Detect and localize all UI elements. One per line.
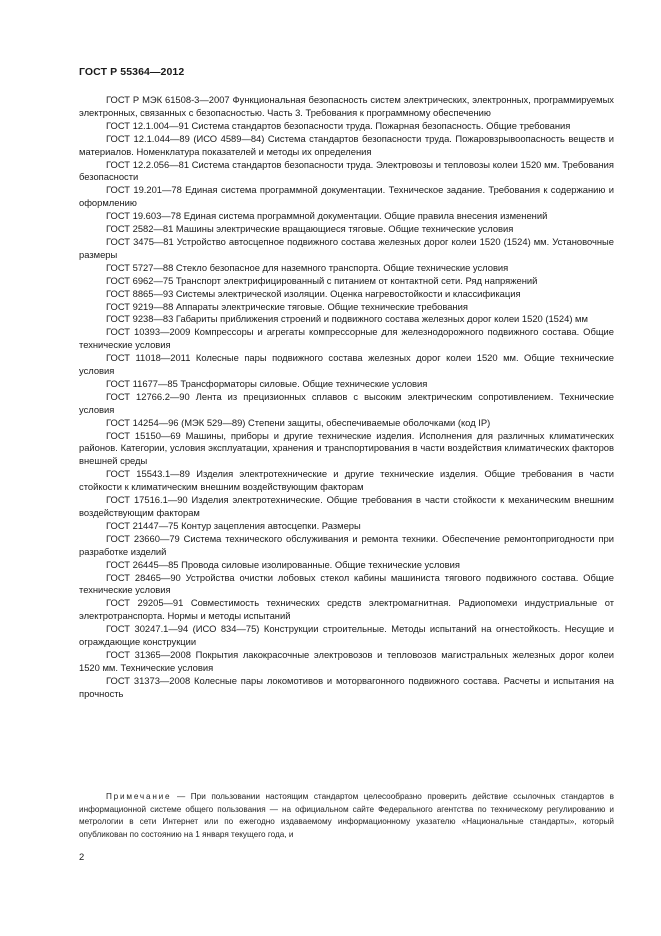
reference-item: ГОСТ 14254—96 (МЭК 529—89) Степени защиты, обеспечиваемые оболочками (код IP) <box>106 416 491 428</box>
reference-item: ГОСТ 17516.1—90 Изделия электротехнические. Общие требования в части стойкости к механическим внешним воздействующим факторам <box>79 494 614 518</box>
reference-item: ГОСТ 2582—81 Машины электрические вращающиеся тяговые. Общие технические условия <box>106 223 514 235</box>
footnote-note <box>79 791 614 841</box>
note-lead: Примечание <box>106 792 172 801</box>
reference-item: ГОСТ 23660—79 Система технического обслуживания и ремонта техники. Обеспечение ремонтопригодности при разработке изделий <box>79 532 614 557</box>
reference-item: ГОСТ 11677—85 Трансформаторы силовые. Общие технические условия <box>106 377 428 389</box>
reference-item: ГОСТ 15543.1—89 Изделия электротехнические и другие технические изделия. Общие требования в части стойкости к климатическим внешним воздействующим факторам <box>79 468 614 493</box>
reference-item: ГОСТ 12.1.044—89 (ИСО 4589—84) Система стандартов безопасности труда. Пожаровзрывоопасность веществ и материалов. Номенклатура показателей и методы их определения <box>79 132 614 157</box>
document-header: ГОСТ Р 55364—2012 <box>79 66 185 78</box>
reference-item: ГОСТ 29205—91 Совместимость технических средств электромагнитная. Радиопомехи индустриальные от электротранспорта. Нормы и методы испытаний <box>79 597 614 622</box>
reference-item: ГОСТ 6962—75 Транспорт электрифицированный с питанием от контактной сети. Ряд напряжений <box>106 274 538 286</box>
reference-item: ГОСТ Р МЭК 61508-3—2007 Функциональная безопасность систем электрических, электронных, программируемых электронных, связанных с безопасностью. Часть 3. Требования к программному обеспечению <box>79 94 614 118</box>
reference-item: ГОСТ 5727—88 Стекло безопасное для наземного транспорта. Общие технические условия <box>106 261 509 273</box>
reference-item: ГОСТ 26445—85 Провода силовые изолированные. Общие технические условия <box>106 558 460 570</box>
reference-item: ГОСТ 12.2.056—81 Система стандартов безопасности труда. Электровозы и тепловозы колеи 1520 мм. Требования безопасности <box>79 158 614 183</box>
reference-item: ГОСТ 9238—83 Габариты приближения строений и подвижного состава железных дорог колеи 1520 (1524) мм <box>106 313 588 325</box>
reference-item: ГОСТ 15150—69 Машины, приборы и другие технические изделия. Исполнения для различных климатических районов. Категории, условия эксплуатации, хранения и транспортирования в части воздействия климатических факторов внешней среды <box>79 429 614 467</box>
reference-item: ГОСТ 19.201—78 Единая система программной документации. Техническое задание. Требования к содержанию и оформлению <box>79 184 614 209</box>
reference-item: ГОСТ 12.1.004—91 Система стандартов безопасности труда. Пожарная безопасность. Общие требования <box>106 119 571 131</box>
reference-item: ГОСТ 28465—90 Устройства очистки лобовых стекол кабины машиниста тягового подвижного состава. Общие технические условия <box>79 571 614 596</box>
reference-item: ГОСТ 3475—81 Устройство автосцепное подвижного состава железных дорог колеи 1520 (1524) мм. Установочные размеры <box>79 235 614 260</box>
note-text: — При пользовании настоящим стандартом целесообразно проверить действие ссылочных стандартов в информационной системе общего пользования — на официальном сайте Федерального агентства по техническому регулированию и метрологии в сети Интернет или по ежегодно издаваемому информационному указателю «Национальные стандарты», который опубликован по состоянию на 1 января текущего года, и <box>79 792 614 839</box>
reference-item: ГОСТ 12766.2—90 Лента из прецизионных сплавов с высоким электрическим сопротивлением. Технические условия <box>79 390 614 415</box>
reference-item: ГОСТ 30247.1—94 (ИСО 834—75) Конструкции строительные. Методы испытаний на огнестойкость. Несущие и ограждающие конструкции <box>79 623 614 648</box>
reference-item: ГОСТ 19.603—78 Единая система программной документации. Общие правила внесения изменений <box>106 210 548 222</box>
normative-references-list <box>79 94 614 701</box>
reference-item: ГОСТ 9219—88 Аппараты электрические тяговые. Общие технические требования <box>106 300 468 312</box>
page-number: 2 <box>79 851 85 862</box>
reference-item: ГОСТ 10393—2009 Компрессоры и агрегаты компрессорные для железнодорожного подвижного состава. Общие технические условия <box>79 326 614 351</box>
reference-item: ГОСТ 11018—2011 Колесные пары подвижного состава железных дорог колеи 1520 мм. Общие технические условия <box>79 352 614 377</box>
reference-item: ГОСТ 21447—75 Контур зацепления автосцепки. Размеры <box>106 519 361 531</box>
reference-item: ГОСТ 31373—2008 Колесные пары локомотивов и моторвагонного подвижного состава. Расчеты и испытания на прочность <box>79 674 614 699</box>
reference-item: ГОСТ 8865—93 Системы электрической изоляции. Оценка нагревостойкости и классификация <box>106 287 521 299</box>
reference-item: ГОСТ 31365—2008 Покрытия лакокрасочные электровозов и тепловозов магистральных железных дорог колеи 1520 мм. Технические условия <box>79 648 614 673</box>
